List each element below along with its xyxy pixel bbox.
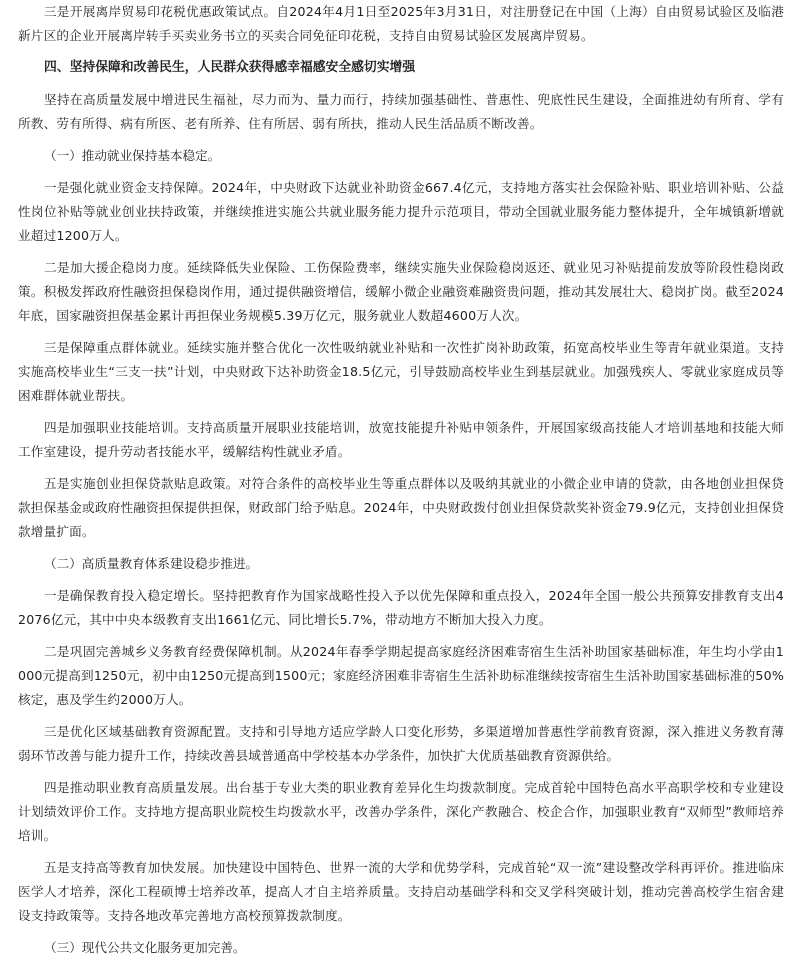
paragraph-employment-funds: 一是强化就业资金支持保障。2024年，中央财政下达就业补助资金667.4亿元，支持地方落实社会保险补贴、职业培训补贴、公益性岗位补贴等就业创业扶持政策，并继续推进实施公共就业服务能力提升示范项目，带动全国就业服务能力整体提升，全年城镇新增就业超过1200万人。	[18, 180, 784, 243]
subheading-employment: （一）推动就业保持基本稳定。	[44, 148, 221, 163]
paragraph-higher-education: 五是支持高等教育加快发展。加快建设中国特色、世界一流的大学和优势学科，完成首轮“双一流”建设整改学科再评价。推进临床医学人才培养，深化工程硕博士培养改革，提高人才自主培养质量。支持启动基础学科和交叉学科突破计划，推动完善高校学生宿舍建设支持政策等。支持各地改革完善地方高校预算拨款制度。	[18, 860, 784, 923]
paragraph-compulsory-education-funding: 二是巩固完善城乡义务教育经费保障机制。从2024年春季学期起提高家庭经济困难寄宿生生活补助国家基础标准，年生均小学由1000元提高到1250元，初中由1250元提高到1500元；家庭经济困难非寄宿生生活补助标准继续按寄宿生生活补助国家基础标准的50%核定，惠及学生约2000万人。	[18, 644, 784, 707]
paragraph-enterprise-job-stability: 二是加大援企稳岗力度。延续降低失业保险、工伤保险费率，继续实施失业保险稳岗返还、就业见习补贴提前发放等阶段性稳岗政策。积极发挥政府性融资担保稳岗作用，通过提供融资增信，缓解小微企业融资难融资贵问题，推动其发展壮大、稳岗扩岗。截至2024年底，国家融资担保基金累计再担保业务规模5.39万亿元，服务就业人数超4600万人次。	[18, 260, 784, 323]
paragraph-startup-loan-subsidy: 五是实施创业担保贷款贴息政策。对符合条件的高校毕业生等重点群体以及吸纳其就业的小微企业申请的贷款，由各地创业担保贷款担保基金或政府性融资担保提供担保，财政部门给予贴息。2024年，中央财政拨付创业担保贷款奖补资金79.9亿元，支持创业担保贷款增量扩面。	[18, 476, 784, 539]
paragraph-key-groups-employment: 三是保障重点群体就业。延续实施并整合优化一次性吸纳就业补贴和一次性扩岗补助政策，拓宽高校毕业生等青年就业渠道。支持实施高校毕业生“三支一扶”计划，中央财政下达补助资金18.5亿元，引导鼓励高校毕业生到基层就业。加强残疾人、零就业家庭成员等困难群体就业帮扶。	[18, 340, 784, 403]
paragraph-livelihood-intro: 坚持在高质量发展中增进民生福祉，尽力而为、量力而行，持续加强基础性、普惠性、兜底性民生建设，全面推进幼有所育、学有所教、劳有所得、病有所医、老有所养、住有所居、弱有所扶，推动人民生活品质不断改善。	[18, 92, 784, 131]
paragraph-education-investment: 一是确保教育投入稳定增长。坚持把教育作为国家战略性投入予以优先保障和重点投入，2024年全国一般公共预算安排教育支出42076亿元，其中中央本级教育支出1661亿元、同比增长5.7%，带动地方不断加大投入力度。	[18, 588, 784, 627]
paragraph-vocational-training: 四是加强职业技能培训。支持高质量开展职业技能培训，放宽技能提升补贴申领条件，开展国家级高技能人才培训基地和技能大师工作室建设，提升劳动者技能水平，缓解结构性就业矛盾。	[18, 420, 784, 459]
paragraph-vocational-education: 四是推动职业教育高质量发展。出台基于专业大类的职业教育差异化生均拨款制度。完成首轮中国特色高水平高职学校和专业建设计划绩效评价工作。支持地方提高职业院校生均拨款水平，改善办学条件，深化产教融合、校企合作，加强职业教育“双师型”教师培养培训。	[18, 780, 784, 843]
paragraph-offshore-trade-stamp-tax: 三是开展离岸贸易印花税优惠政策试点。自2024年4月1日至2025年3月31日，对注册登记在中国（上海）自由贸易试验区及临港新片区的企业开展离岸转手买卖业务书立的买卖合同免征印花税，支持自由贸易试验区发展离岸贸易。	[18, 4, 784, 43]
subheading-education: （二）高质量教育体系建设稳步推进。	[44, 556, 259, 571]
section-heading-livelihood: 四、坚持保障和改善民生，人民群众获得感幸福感安全感切实增强	[44, 60, 416, 75]
subheading-public-culture: （三）现代公共文化服务更加完善。	[44, 940, 246, 955]
paragraph-basic-education-resources: 三是优化区域基础教育资源配置。支持和引导地方适应学龄人口变化形势，多渠道增加普惠性学前教育资源，深入推进义务教育薄弱环节改善与能力提升工作，持续改善县域普通高中学校基本办学条件，加快扩大优质基础教育资源供给。	[18, 724, 784, 763]
